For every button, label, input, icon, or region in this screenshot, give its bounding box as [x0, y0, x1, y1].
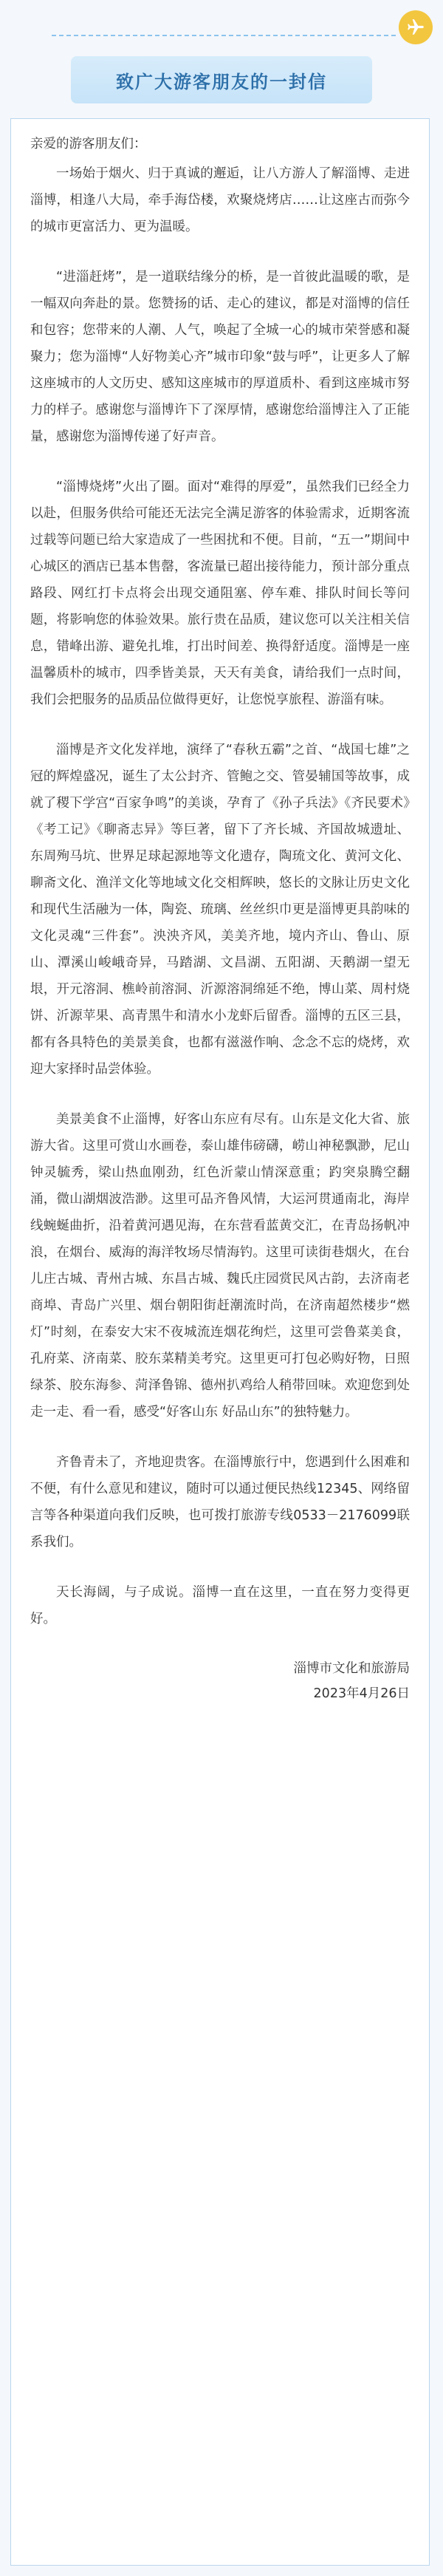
airplane-glyph [406, 18, 425, 37]
paragraph-7: 天长海阔，与子成说。淄博一直在这里，一直在努力变得更好。 [30, 1585, 410, 1626]
signature-block [30, 1656, 410, 1706]
letter-body [10, 118, 430, 2566]
flight-path-divider [52, 35, 396, 36]
title-banner [71, 56, 372, 103]
airplane-icon [399, 10, 433, 44]
paragraph-6: 齐鲁青未了，齐地迎贵客。在淄博旅行中，您遇到什么困难和不便，有什么意见和建议，随时可以通过便民热线12345、网络留言等各种渠道向我们反映，也可拨打旅游专线0533－2176099联系我们。 [30, 1455, 410, 1550]
paragraph-2: “进淄赶烤”，是一道联结缘分的桥，是一首彼此温暖的歌，是一幅双向奔赴的景。您赞扬的话、走心的建议，都是对淄博的信任和包容；您带来的人潮、人气，唤起了全城一心的城市荣誉感和凝聚力；您为淄博“人好物美心齐”城市印象“鼓与呼”，让更多人了解这座城市的人文历史、感知这座城市的厚道质朴、看到这座城市努力的样子。感谢您与淄博许下了深厚情，感谢您给淄博注入了正能量，感谢您为淄博传递了好声音。 [30, 270, 410, 444]
signature-date: 2023年4月26日 [313, 1686, 410, 1701]
paragraph-5: 美景美食不止淄博，好客山东应有尽有。山东是文化大省、旅游大省。这里可赏山水画卷，泰山雄伟磅礴，崂山神秘飘渺，尼山钟灵毓秀，梁山热血刚劲，红色沂蒙山情深意重；趵突泉腾空翻涌，微山湖烟波浩渺。这里可品齐鲁风情，大运河贯通南北，海岸线蜿蜒曲折，沿着黄河遇见海，在东营看蓝黄交汇，在青岛扬帆冲浪，在烟台、威海的海洋牧场尽情海钓。这里可读街巷烟火，在台儿庄古城、青州古城、东昌古城、魏氏庄园赏民风古韵，去济南老商埠、青岛广兴里、烟台朝阳街赶潮流时尚，在济南超然楼步“燃灯”时刻，在泰安大宋不夜城流连烟花绚烂，这里可尝鲁菜美食，孔府菜、济南菜、胶东菜精美考究。这里更可打包必购好物，日照绿茶、胶东海参、菏泽鲁锦、德州扒鸡给人稍带回味。欢迎您到处走一走、看一看，感受“好客山东 好品山东”的独特魅力。 [30, 1112, 410, 1420]
page-title: 致广大游客朋友的一封信 [116, 71, 327, 92]
paragraph-3: “淄博烧烤”火出了圈。面对“难得的厚爱”，虽然我们已经全力以赴，但服务供给可能还无法完全满足游客的体验需求，近期客流过载等问题已给大家造成了一些困扰和不便。目前，“五一”期间中心城区的酒店已基本售罄，客流量已超出接待能力，预计部分重点路段、网红打卡点将会出现交通阻塞、停车难、排队时间长等问题，将影响您的体验效果。旅行贵在品质，建议您可以关注相关信息，错峰出游、避免扎堆，打出时间差、换得舒适度。淄博是一座温馨质朴的城市，四季皆美景，天天有美食，请给我们一点时间，我们会把服务的品质品位做得更好，让您悦享旅程、游淄有味。 [30, 480, 410, 707]
paragraph-4: 淄博是齐文化发祥地，演绎了“春秋五霸”之首、“战国七雄”之冠的辉煌盛况，诞生了太公封齐、管鲍之交、管晏辅国等故事，成就了稷下学宫“百家争鸣”的美谈，孕育了《孙子兵法》《齐民要术》《考工记》《聊斋志异》等巨著，留下了齐长城、齐国故城遗址、东周殉马坑、世界足球起源地等文化遗存，陶琉文化、黄河文化、聊斋文化、渔洋文化等地域文化交相辉映，悠长的文脉让历史文化和现代生活融为一体，陶瓷、琉璃、丝丝织巾更是淄博更具韵味的文化灵魂“三件套”。泱泱齐风，美美齐地，境内齐山、鲁山、原山、潭溪山峻峨奇异，马踏湖、文昌湖、五阳湖、天鹅湖一望无垠，开元溶洞、樵岭前溶洞、沂源溶洞绵延不绝，博山菜、周村烧饼、沂源苹果、高青黑牛和清水小龙虾后留香。淄博的五区三县，都有各具特色的美景美食，也都有滋滋作响、念念不忘的烧烤，欢迎大家择时品尝体验。 [30, 743, 410, 1077]
greeting: 亲爱的游客朋友们： [30, 137, 147, 151]
signature-org: 淄博市文化和旅游局 [293, 1661, 410, 1676]
paragraph-1: 一场始于烟火、归于真诚的邂逅，让八方游人了解淄博、走进淄博，相逢八大局，牵手海岱楼，欢聚烧烤店……让这座古而弥今的城市更富活力、更为温暖。 [30, 166, 410, 234]
